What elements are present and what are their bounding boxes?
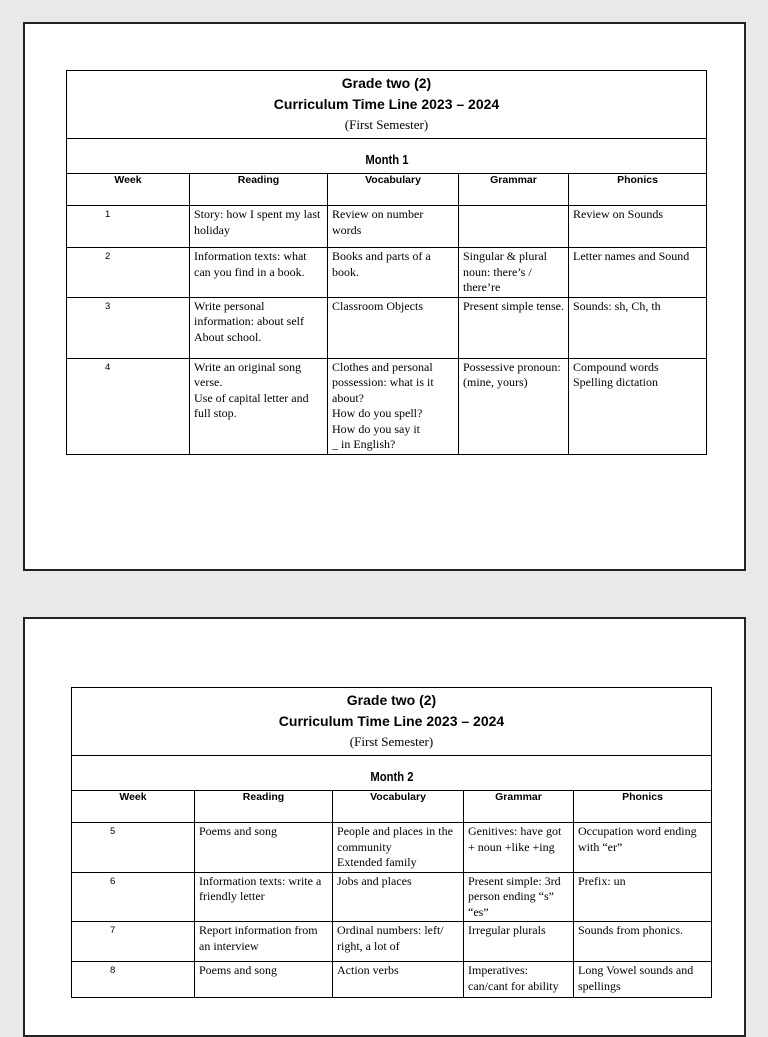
grammar-cell: Singular & plural noun: there’s / there’re <box>459 248 569 298</box>
phonics-cell: Sounds: sh, Ch, th <box>569 297 707 358</box>
document-page-2 <box>23 617 746 1037</box>
phonics-cell: Compound words Spelling dictation <box>569 358 707 454</box>
week-number: 7 <box>72 922 195 962</box>
timeline-title: Curriculum Time Line 2023 – 2024 <box>278 713 505 729</box>
curriculum-table-month-2 <box>71 687 712 998</box>
table-row <box>72 872 712 922</box>
week-number: 1 <box>67 206 190 248</box>
vocabulary-cell: Books and parts of a book. <box>328 248 459 298</box>
grade-title: Grade two (2) <box>341 75 432 91</box>
vocabulary-cell: People and places in the community Extended family <box>333 823 464 873</box>
grammar-cell: Genitives: have got + noun +like +ing <box>464 823 574 873</box>
phonics-cell: Long Vowel sounds and spellings <box>574 962 712 998</box>
table-header <box>67 71 707 139</box>
grammar-cell: Possessive pronoun: (mine, yours) <box>459 358 569 454</box>
reading-cell: Write personal information: about self About school. <box>190 297 328 358</box>
week-number: 3 <box>67 297 190 358</box>
vocabulary-cell: Action verbs <box>333 962 464 998</box>
timeline-title: Curriculum Time Line 2023 – 2024 <box>273 96 500 112</box>
week-number: 8 <box>72 962 195 998</box>
grammar-cell: Imperatives: can/cant for ability <box>464 962 574 998</box>
grammar-cell: Present simple: 3rd person ending “s” “es” <box>464 872 574 922</box>
curriculum-table-month-1 <box>66 70 707 455</box>
column-header-grammar: Grammar <box>459 174 569 206</box>
column-header-vocabulary: Vocabulary <box>328 174 459 206</box>
vocabulary-cell: Review on number words <box>328 206 459 248</box>
table-row <box>72 922 712 962</box>
column-header-week: Week <box>67 174 190 206</box>
document-page-1 <box>23 22 746 571</box>
month-label: Month 1 <box>364 153 409 167</box>
column-header-row <box>67 174 707 206</box>
vocabulary-cell: Ordinal numbers: left/ right, a lot of <box>333 922 464 962</box>
reading-cell: Poems and song <box>195 962 333 998</box>
semester-label: (First Semester) <box>349 734 434 749</box>
week-number: 6 <box>72 872 195 922</box>
reading-cell: Poems and song <box>195 823 333 873</box>
phonics-cell: Occupation word ending with “er” <box>574 823 712 873</box>
reading-cell: Information texts: what can you find in a book. <box>190 248 328 298</box>
phonics-cell: Letter names and Sound <box>569 248 707 298</box>
month-heading <box>67 139 707 174</box>
reading-cell: Report information from an interview <box>195 922 333 962</box>
column-header-week: Week <box>72 791 195 823</box>
phonics-cell: Review on Sounds <box>569 206 707 248</box>
week-number: 5 <box>72 823 195 873</box>
reading-cell: Information texts: write a friendly letter <box>195 872 333 922</box>
table-row <box>67 358 707 454</box>
vocabulary-cell: Classroom Objects <box>328 297 459 358</box>
vocabulary-cell: Jobs and places <box>333 872 464 922</box>
table-row <box>67 248 707 298</box>
table-row <box>72 823 712 873</box>
grammar-cell: Irregular plurals <box>464 922 574 962</box>
week-number: 2 <box>67 248 190 298</box>
semester-label: (First Semester) <box>344 117 429 132</box>
column-header-phonics: Phonics <box>574 791 712 823</box>
reading-cell: Write an original song verse. Use of capital letter and full stop. <box>190 358 328 454</box>
reading-cell: Story: how I spent my last holiday <box>190 206 328 248</box>
column-header-grammar: Grammar <box>464 791 574 823</box>
table-row <box>67 206 707 248</box>
column-header-reading: Reading <box>190 174 328 206</box>
column-header-row <box>72 791 712 823</box>
table-row <box>67 297 707 358</box>
phonics-cell: Sounds from phonics. <box>574 922 712 962</box>
table-header <box>72 688 712 756</box>
column-header-reading: Reading <box>195 791 333 823</box>
column-header-phonics: Phonics <box>569 174 707 206</box>
month-label: Month 2 <box>369 770 414 784</box>
vocabulary-cell: Clothes and personal possession: what is it about? How do you spell? How do you say it _ in English? <box>328 358 459 454</box>
grammar-cell: Present simple tense. <box>459 297 569 358</box>
month-heading <box>72 756 712 791</box>
column-header-vocabulary: Vocabulary <box>333 791 464 823</box>
grammar-cell <box>459 206 569 248</box>
grade-title: Grade two (2) <box>346 692 437 708</box>
week-number: 4 <box>67 358 190 454</box>
table-row <box>72 962 712 998</box>
phonics-cell: Prefix: un <box>574 872 712 922</box>
